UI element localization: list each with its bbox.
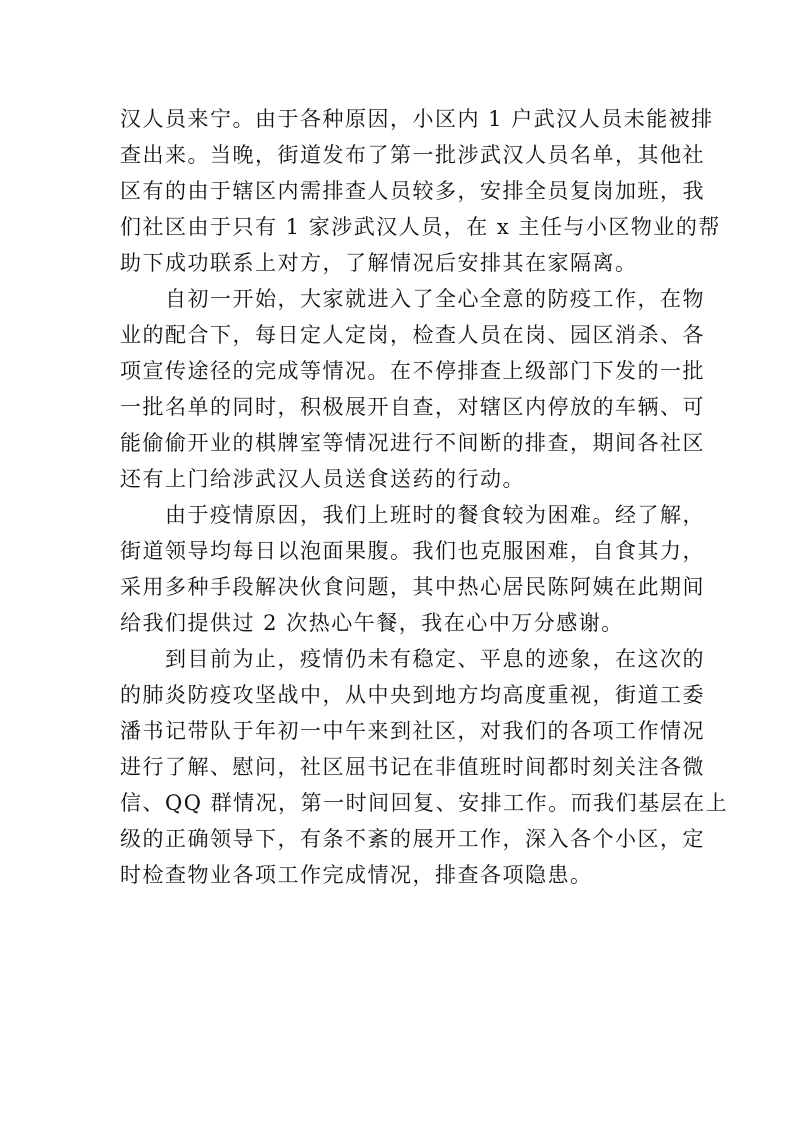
paragraph [120,101,721,281]
paragraph [120,281,705,497]
text-line: 采用多种手段解决伙食问题，其中热心居民陈阿姨在此期间 [120,575,705,599]
paragraph [120,497,705,641]
text-line: 项宣传途径的完成等情况。在不停排查上级部门下发的一批 [120,359,705,383]
text-line: 一批名单的同时，积极展开自查，对辖区内停放的车辆、可 [120,395,705,419]
paragraph [120,641,729,893]
text-line: 街道领导均每日以泡面果腹。我们也克服困难，自食其力， [120,539,705,563]
text-line: 业的配合下，每日定人定岗，检查人员在岗、园区消杀、各 [120,323,705,347]
text-line: 级的正确领导下，有条不紊的展开工作，深入各个小区，定 [120,827,705,851]
text-line: 自初一开始，大家就进入了全心全意的防疫工作，在物 [120,287,705,311]
text-line: 进行了解、慰问，社区屈书记在非值班时间都时刻关注各微 [120,755,705,779]
text-line: 信、QQ 群情况，第一时间回复、安排工作。而我们基层在上 [120,791,729,815]
text-line: 潘书记带队于年初一中午来到社区，对我们的各项工作情况 [120,719,705,743]
text-line: 助下成功联系上对方，了解情况后安排其在家隔离。 [120,251,638,275]
text-line: 能偷偷开业的棋牌室等情况进行不间断的排查，期间各社区 [120,431,705,455]
text-line: 汉人员来宁。由于各种原因，小区内 1 户武汉人员未能被排 [120,107,714,131]
text-line: 还有上门给涉武汉人员送食送药的行动。 [120,467,525,491]
text-line: 由于疫情原因，我们上班时的餐食较为困难。经了解， [120,503,705,527]
document-body [120,101,729,893]
text-line: 们社区由于只有 1 家涉武汉人员，在 x 主任与小区物业的帮 [120,215,721,239]
text-line: 区有的由于辖区内需排查人员较多，安排全员复岗加班，我 [120,179,705,203]
text-line: 查出来。当晚，街道发布了第一批涉武汉人员名单，其他社 [120,143,705,167]
text-line: 到目前为止，疫情仍未有稳定、平息的迹象，在这次的 [120,647,705,671]
text-line: 给我们提供过 2 次热心午餐，我在心中万分感谢。 [120,611,624,635]
text-line: 的肺炎防疫攻坚战中，从中央到地方均高度重视，街道工委 [120,683,705,707]
text-line: 时检查物业各项工作完成情况，排查各项隐患。 [120,863,593,887]
